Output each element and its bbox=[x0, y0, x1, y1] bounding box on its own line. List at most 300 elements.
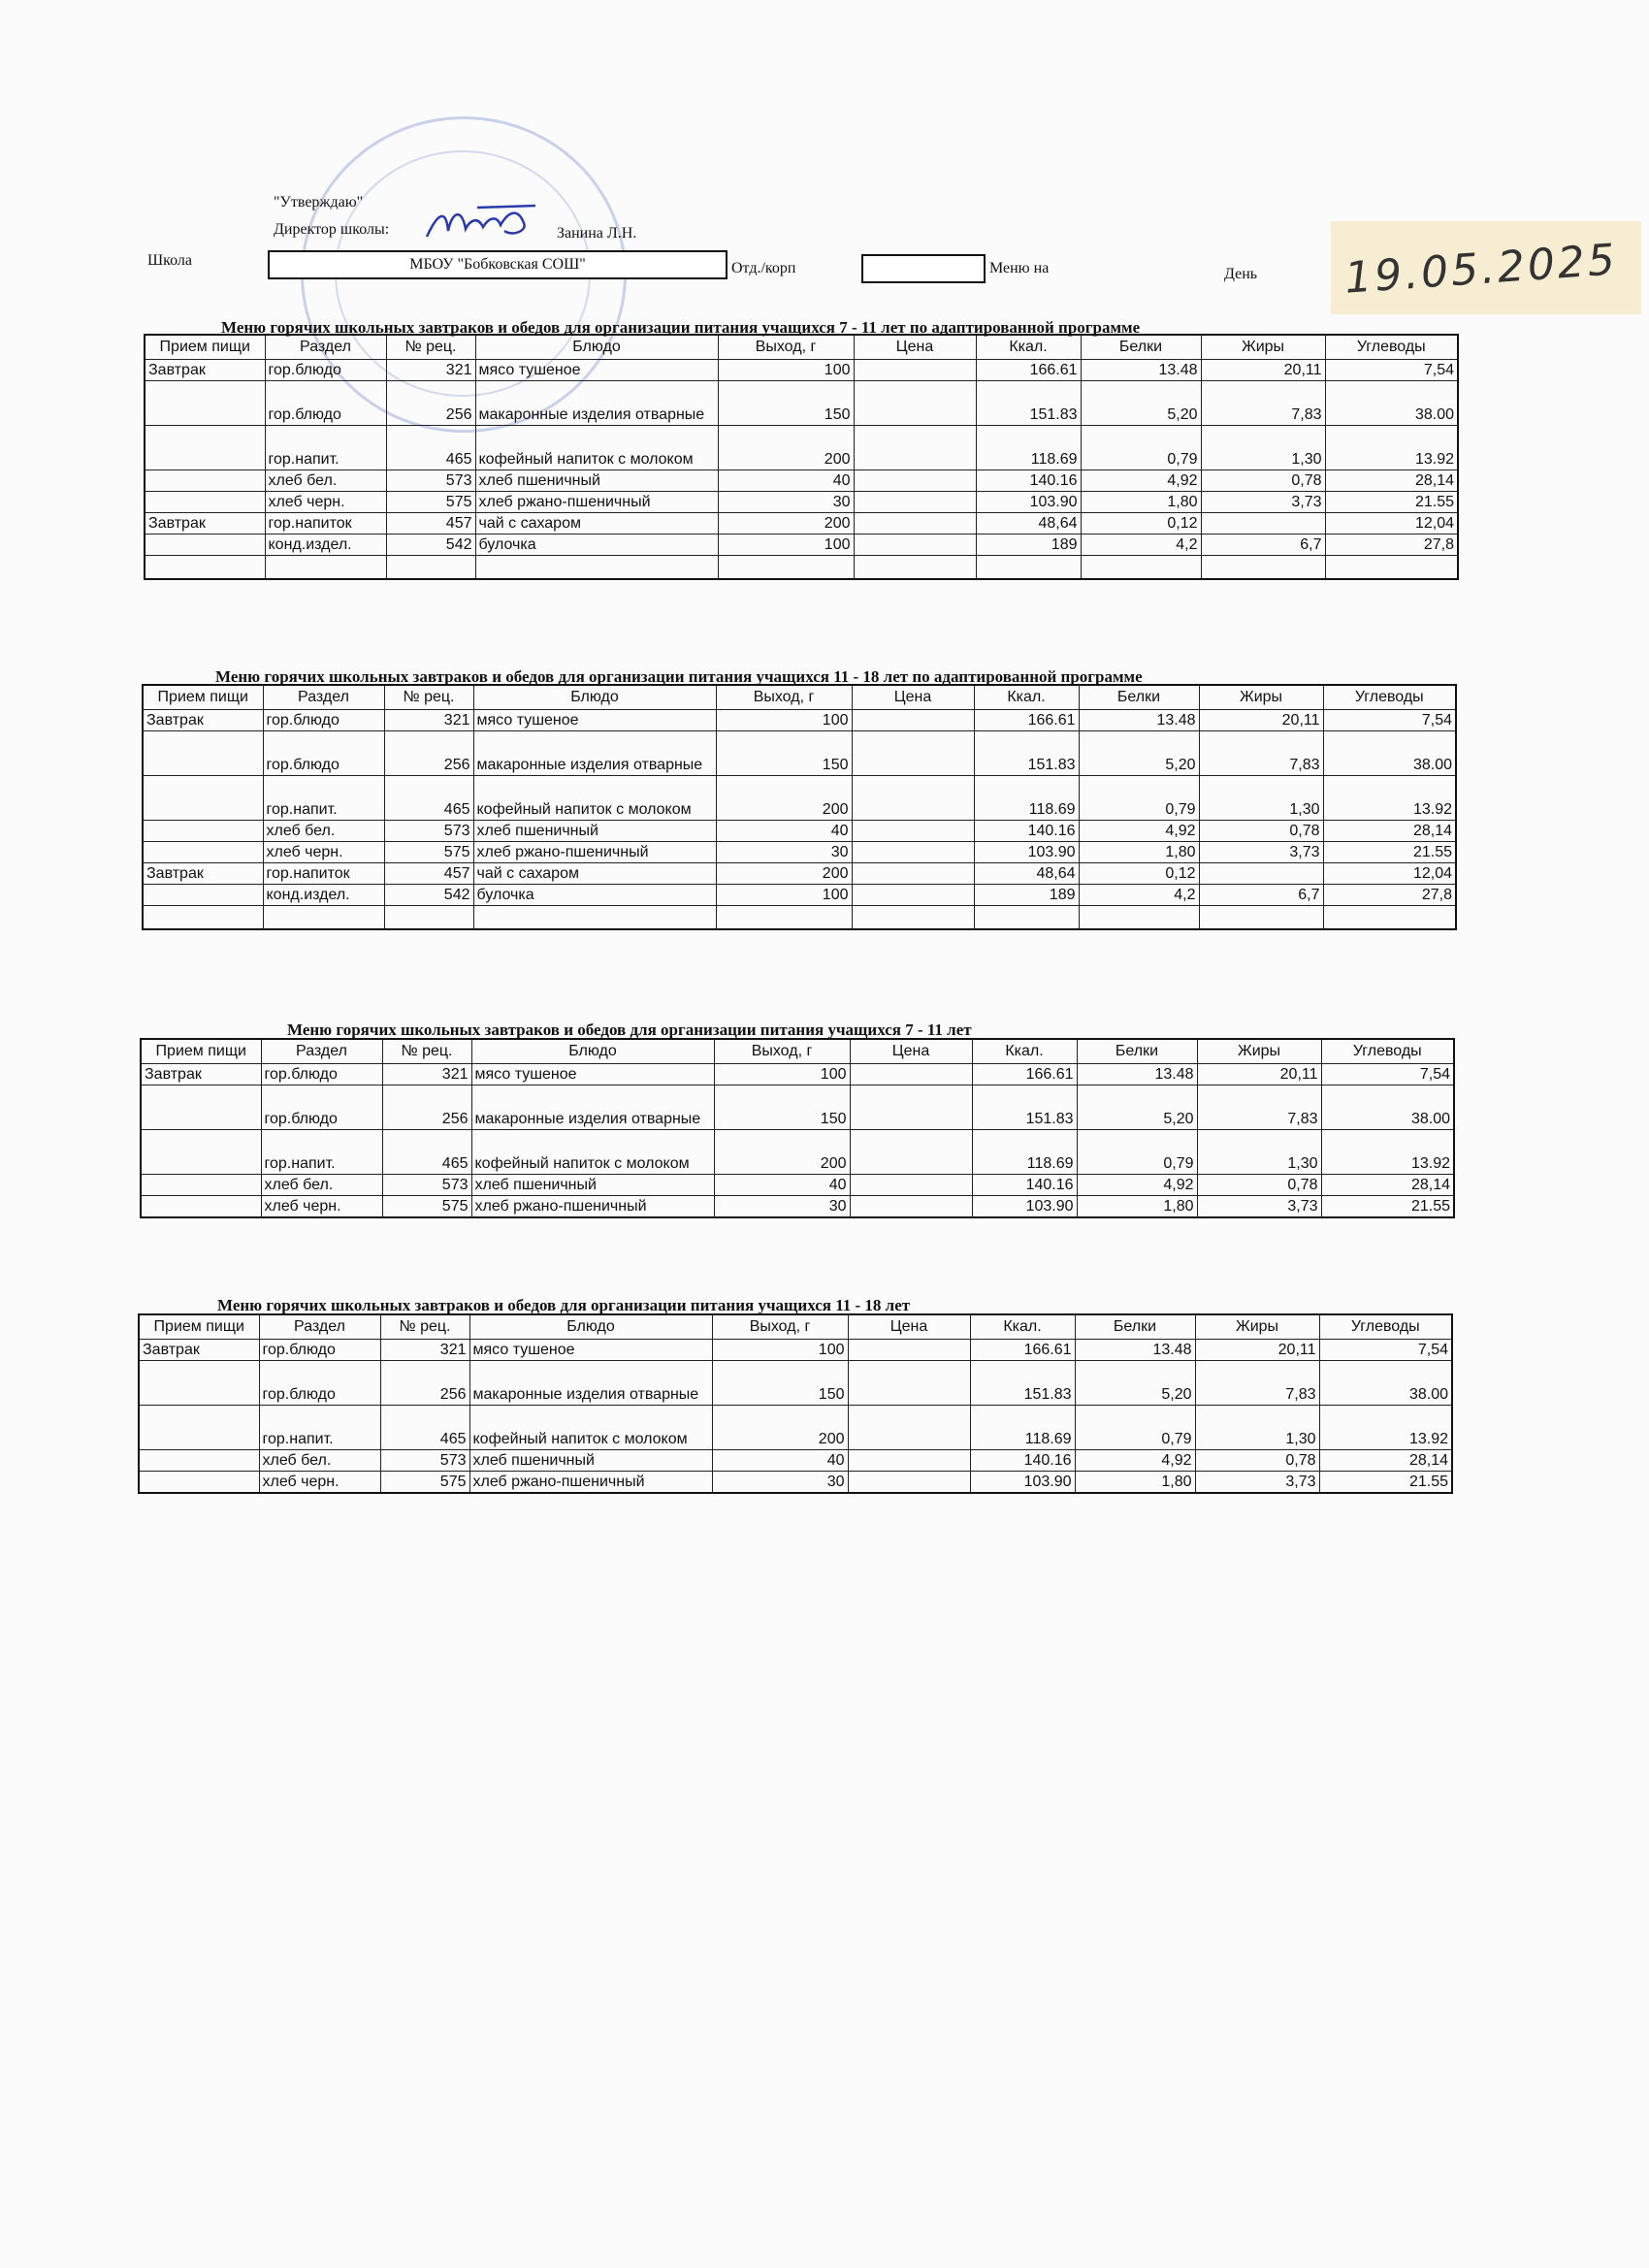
cell-meal: Завтрак bbox=[145, 360, 265, 381]
cell-meal bbox=[145, 492, 265, 513]
cell-kcal: 140.16 bbox=[970, 1450, 1075, 1472]
cell-recipe-no bbox=[386, 556, 475, 579]
cell-section bbox=[263, 906, 384, 929]
header-fat: Жиры bbox=[1195, 1314, 1319, 1340]
cell-price bbox=[852, 863, 974, 885]
cell-protein: 13.48 bbox=[1077, 1064, 1197, 1085]
cell-fat: 0,78 bbox=[1201, 470, 1325, 492]
cell-meal: Завтрак bbox=[141, 1064, 261, 1085]
cell-carbs: 13.92 bbox=[1325, 426, 1458, 470]
cell-section: хлеб бел. bbox=[263, 821, 384, 842]
cell-protein: 4,2 bbox=[1079, 885, 1199, 906]
cell-recipe-no: 573 bbox=[384, 821, 473, 842]
cell-price bbox=[848, 1472, 970, 1493]
cell-price bbox=[850, 1085, 972, 1130]
cell-yield: 200 bbox=[718, 426, 854, 470]
cell-meal bbox=[139, 1361, 259, 1406]
cell-price bbox=[854, 360, 976, 381]
cell-kcal: 189 bbox=[976, 535, 1081, 556]
cell-section: хлеб бел. bbox=[265, 470, 386, 492]
cell-yield: 40 bbox=[712, 1450, 848, 1472]
cell-kcal bbox=[976, 556, 1081, 579]
table-row bbox=[139, 1450, 1452, 1472]
cell-fat: 7,83 bbox=[1195, 1361, 1319, 1406]
cell-dish: макаронные изделия отварные bbox=[473, 731, 716, 776]
cell-section: конд.издел. bbox=[265, 535, 386, 556]
table-row bbox=[143, 842, 1456, 863]
table-row bbox=[145, 381, 1458, 426]
cell-carbs: 13.92 bbox=[1319, 1406, 1452, 1450]
cell-section: гор.напит. bbox=[265, 426, 386, 470]
cell-protein: 5,20 bbox=[1079, 731, 1199, 776]
cell-kcal: 140.16 bbox=[972, 1175, 1077, 1196]
cell-meal bbox=[145, 535, 265, 556]
cell-carbs: 21.55 bbox=[1319, 1472, 1452, 1493]
header-meal: Прием пищи bbox=[145, 335, 265, 360]
cell-carbs bbox=[1323, 906, 1456, 929]
cell-carbs: 7,54 bbox=[1323, 710, 1456, 731]
cell-protein: 4,92 bbox=[1077, 1175, 1197, 1196]
cell-price bbox=[852, 710, 974, 731]
cell-protein: 1,80 bbox=[1075, 1472, 1195, 1493]
cell-yield: 100 bbox=[716, 710, 852, 731]
header-protein: Белки bbox=[1075, 1314, 1195, 1340]
day-label: День bbox=[1224, 266, 1258, 282]
cell-kcal: 140.16 bbox=[976, 470, 1081, 492]
cell-fat: 7,83 bbox=[1199, 731, 1323, 776]
cell-carbs: 27,8 bbox=[1323, 885, 1456, 906]
cell-protein: 4,2 bbox=[1081, 535, 1201, 556]
cell-dish: мясо тушеное bbox=[475, 360, 718, 381]
cell-recipe-no: 256 bbox=[382, 1085, 471, 1130]
header-kcal: Ккал. bbox=[970, 1314, 1075, 1340]
cell-dish: хлеб ржано-пшеничный bbox=[473, 842, 716, 863]
cell-carbs: 12,04 bbox=[1325, 513, 1458, 535]
cell-yield: 30 bbox=[716, 842, 852, 863]
cell-dish bbox=[473, 906, 716, 929]
cell-yield: 30 bbox=[714, 1196, 850, 1217]
header-yield: Выход, г bbox=[712, 1314, 848, 1340]
school-name-box bbox=[268, 250, 728, 279]
cell-fat bbox=[1201, 513, 1325, 535]
menu-table-1 bbox=[144, 334, 1459, 580]
cell-protein: 1,80 bbox=[1081, 492, 1201, 513]
table-row bbox=[141, 1175, 1454, 1196]
cell-fat: 1,30 bbox=[1199, 776, 1323, 821]
cell-recipe-no: 457 bbox=[386, 513, 475, 535]
cell-yield: 200 bbox=[712, 1406, 848, 1450]
cell-yield: 30 bbox=[718, 492, 854, 513]
school-name: МБОУ "Бобковская СОШ" bbox=[409, 256, 586, 273]
table-row bbox=[145, 535, 1458, 556]
cell-protein bbox=[1081, 556, 1201, 579]
cell-kcal: 166.61 bbox=[970, 1340, 1075, 1361]
cell-section: гор.блюдо bbox=[259, 1361, 380, 1406]
cell-dish: макаронные изделия отварные bbox=[475, 381, 718, 426]
header-yield: Выход, г bbox=[716, 685, 852, 710]
cell-fat: 1,30 bbox=[1195, 1406, 1319, 1450]
header-meal: Прием пищи bbox=[141, 1039, 261, 1064]
header-section: Раздел bbox=[261, 1039, 382, 1064]
table-row bbox=[145, 556, 1458, 579]
cell-recipe-no: 321 bbox=[386, 360, 475, 381]
header-recipe-no: № рец. bbox=[380, 1314, 469, 1340]
menu-table-3 bbox=[140, 1038, 1455, 1218]
cell-dish: макаронные изделия отварные bbox=[471, 1085, 714, 1130]
cell-section: гор.напит. bbox=[259, 1406, 380, 1450]
cell-protein: 0,79 bbox=[1077, 1130, 1197, 1175]
table-1-title: Меню горячих школьных завтраков и обедов для организации питания учащихся 7 - 11 лет по адаптированной программе bbox=[221, 318, 1141, 337]
dept-label: Отд./корп bbox=[731, 260, 796, 276]
cell-meal: Завтрак bbox=[139, 1340, 259, 1361]
cell-meal bbox=[143, 885, 263, 906]
cell-protein: 0,79 bbox=[1075, 1406, 1195, 1450]
cell-meal: Завтрак bbox=[143, 863, 263, 885]
cell-fat: 3,73 bbox=[1197, 1196, 1321, 1217]
cell-meal bbox=[139, 1406, 259, 1450]
cell-protein: 1,80 bbox=[1077, 1196, 1197, 1217]
cell-meal bbox=[141, 1085, 261, 1130]
cell-protein: 0,79 bbox=[1079, 776, 1199, 821]
table-row bbox=[139, 1472, 1452, 1493]
cell-yield: 200 bbox=[718, 513, 854, 535]
cell-carbs: 12,04 bbox=[1323, 863, 1456, 885]
header-recipe-no: № рец. bbox=[382, 1039, 471, 1064]
header-kcal: Ккал. bbox=[974, 685, 1079, 710]
cell-fat: 3,73 bbox=[1195, 1472, 1319, 1493]
cell-yield: 150 bbox=[716, 731, 852, 776]
cell-section: хлеб бел. bbox=[259, 1450, 380, 1472]
cell-dish: макаронные изделия отварные bbox=[469, 1361, 712, 1406]
cell-kcal: 118.69 bbox=[972, 1130, 1077, 1175]
cell-section: конд.издел. bbox=[263, 885, 384, 906]
cell-price bbox=[854, 426, 976, 470]
cell-protein: 13.48 bbox=[1081, 360, 1201, 381]
cell-kcal: 151.83 bbox=[970, 1361, 1075, 1406]
menu-table-4 bbox=[138, 1313, 1453, 1494]
cell-fat: 3,73 bbox=[1201, 492, 1325, 513]
cell-dish: хлеб пшеничный bbox=[471, 1175, 714, 1196]
cell-recipe-no: 465 bbox=[386, 426, 475, 470]
cell-recipe-no: 457 bbox=[384, 863, 473, 885]
cell-recipe-no: 575 bbox=[380, 1472, 469, 1493]
cell-protein: 13.48 bbox=[1075, 1340, 1195, 1361]
cell-carbs: 13.92 bbox=[1323, 776, 1456, 821]
cell-recipe-no: 256 bbox=[384, 731, 473, 776]
cell-fat: 7,83 bbox=[1201, 381, 1325, 426]
cell-meal bbox=[139, 1472, 259, 1493]
cell-section: гор.блюдо bbox=[261, 1085, 382, 1130]
cell-price bbox=[854, 556, 976, 579]
header-meal: Прием пищи bbox=[143, 685, 263, 710]
cell-kcal: 140.16 bbox=[974, 821, 1079, 842]
cell-dish: кофейный напиток с молоком bbox=[469, 1406, 712, 1450]
cell-section: гор.блюдо bbox=[265, 381, 386, 426]
header-price: Цена bbox=[854, 335, 976, 360]
cell-fat bbox=[1199, 906, 1323, 929]
approve-label: "Утверждаю" bbox=[274, 194, 364, 211]
cell-price bbox=[852, 842, 974, 863]
cell-protein: 5,20 bbox=[1077, 1085, 1197, 1130]
cell-carbs: 38.00 bbox=[1325, 381, 1458, 426]
cell-meal bbox=[143, 731, 263, 776]
cell-carbs: 21.55 bbox=[1325, 492, 1458, 513]
cell-yield bbox=[718, 556, 854, 579]
header-dish: Блюдо bbox=[473, 685, 716, 710]
cell-section: гор.напиток bbox=[265, 513, 386, 535]
table-row bbox=[141, 1085, 1454, 1130]
cell-recipe-no: 465 bbox=[382, 1130, 471, 1175]
cell-dish: хлеб пшеничный bbox=[473, 821, 716, 842]
menu-label: Меню на bbox=[989, 260, 1050, 276]
cell-recipe-no: 575 bbox=[382, 1196, 471, 1217]
cell-price bbox=[850, 1130, 972, 1175]
cell-protein: 0,12 bbox=[1079, 863, 1199, 885]
cell-price bbox=[848, 1406, 970, 1450]
cell-yield: 200 bbox=[716, 863, 852, 885]
cell-section: гор.блюдо bbox=[263, 710, 384, 731]
cell-price bbox=[854, 492, 976, 513]
header-section: Раздел bbox=[263, 685, 384, 710]
cell-dish: хлеб пшеничный bbox=[469, 1450, 712, 1472]
cell-recipe-no: 573 bbox=[380, 1450, 469, 1472]
header-kcal: Ккал. bbox=[976, 335, 1081, 360]
table-row bbox=[141, 1064, 1454, 1085]
table-header-row bbox=[143, 685, 1456, 710]
cell-meal bbox=[143, 821, 263, 842]
cell-dish bbox=[475, 556, 718, 579]
cell-fat bbox=[1199, 863, 1323, 885]
cell-carbs: 7,54 bbox=[1321, 1064, 1454, 1085]
cell-price bbox=[848, 1361, 970, 1406]
menu-table-2 bbox=[142, 684, 1457, 930]
cell-kcal: 166.61 bbox=[976, 360, 1081, 381]
handwritten-date: 19.05.2025 bbox=[1342, 235, 1620, 304]
cell-meal bbox=[145, 470, 265, 492]
cell-protein: 0,12 bbox=[1081, 513, 1201, 535]
cell-dish: кофейный напиток с молоком bbox=[475, 426, 718, 470]
header-dish: Блюдо bbox=[469, 1314, 712, 1340]
cell-dish: хлеб пшеничный bbox=[475, 470, 718, 492]
header-price: Цена bbox=[852, 685, 974, 710]
cell-fat: 0,78 bbox=[1195, 1450, 1319, 1472]
cell-price bbox=[848, 1340, 970, 1361]
cell-price bbox=[854, 513, 976, 535]
cell-yield: 100 bbox=[714, 1064, 850, 1085]
cell-carbs: 21.55 bbox=[1321, 1196, 1454, 1217]
header-recipe-no: № рец. bbox=[384, 685, 473, 710]
table-row bbox=[145, 492, 1458, 513]
cell-recipe-no: 465 bbox=[380, 1406, 469, 1450]
cell-price bbox=[850, 1175, 972, 1196]
cell-yield: 200 bbox=[716, 776, 852, 821]
cell-dish: хлеб ржано-пшеничный bbox=[475, 492, 718, 513]
cell-recipe-no: 256 bbox=[380, 1361, 469, 1406]
table-row bbox=[143, 863, 1456, 885]
cell-price bbox=[850, 1196, 972, 1217]
cell-protein: 13.48 bbox=[1079, 710, 1199, 731]
cell-fat: 1,30 bbox=[1201, 426, 1325, 470]
cell-protein: 4,92 bbox=[1079, 821, 1199, 842]
cell-yield: 200 bbox=[714, 1130, 850, 1175]
cell-kcal: 189 bbox=[974, 885, 1079, 906]
cell-yield: 30 bbox=[712, 1472, 848, 1493]
header-fat: Жиры bbox=[1197, 1039, 1321, 1064]
header-yield: Выход, г bbox=[714, 1039, 850, 1064]
cell-dish: булочка bbox=[473, 885, 716, 906]
cell-protein: 1,80 bbox=[1079, 842, 1199, 863]
header-carbs: Углеводы bbox=[1319, 1314, 1452, 1340]
cell-recipe-no: 573 bbox=[382, 1175, 471, 1196]
cell-carbs: 13.92 bbox=[1321, 1130, 1454, 1175]
cell-dish: чай с сахаром bbox=[475, 513, 718, 535]
header-protein: Белки bbox=[1079, 685, 1199, 710]
cell-carbs: 38.00 bbox=[1323, 731, 1456, 776]
cell-section: гор.напиток bbox=[263, 863, 384, 885]
cell-carbs: 38.00 bbox=[1319, 1361, 1452, 1406]
cell-dish: кофейный напиток с молоком bbox=[471, 1130, 714, 1175]
table-row bbox=[145, 426, 1458, 470]
cell-yield: 40 bbox=[718, 470, 854, 492]
cell-fat: 0,78 bbox=[1197, 1175, 1321, 1196]
cell-yield: 40 bbox=[716, 821, 852, 842]
cell-section: хлеб черн. bbox=[259, 1472, 380, 1493]
cell-protein bbox=[1079, 906, 1199, 929]
cell-section: хлеб бел. bbox=[261, 1175, 382, 1196]
cell-meal bbox=[143, 842, 263, 863]
header-dish: Блюдо bbox=[475, 335, 718, 360]
cell-recipe-no: 575 bbox=[386, 492, 475, 513]
table-row bbox=[143, 885, 1456, 906]
director-name: Занина Л.Н. bbox=[557, 225, 637, 242]
cell-recipe-no: 321 bbox=[382, 1064, 471, 1085]
cell-dish: чай с сахаром bbox=[473, 863, 716, 885]
cell-price bbox=[854, 381, 976, 426]
table-row bbox=[139, 1361, 1452, 1406]
cell-carbs: 28,14 bbox=[1325, 470, 1458, 492]
director-signature bbox=[419, 202, 565, 243]
cell-meal bbox=[145, 381, 265, 426]
cell-kcal: 118.69 bbox=[974, 776, 1079, 821]
dept-box bbox=[861, 254, 986, 283]
cell-fat: 6,7 bbox=[1201, 535, 1325, 556]
cell-fat: 1,30 bbox=[1197, 1130, 1321, 1175]
cell-meal: Завтрак bbox=[145, 513, 265, 535]
header-price: Цена bbox=[848, 1314, 970, 1340]
cell-section: хлеб черн. bbox=[263, 842, 384, 863]
header-protein: Белки bbox=[1077, 1039, 1197, 1064]
header-meal: Прием пищи bbox=[139, 1314, 259, 1340]
table-header-row bbox=[145, 335, 1458, 360]
cell-dish: мясо тушеное bbox=[473, 710, 716, 731]
cell-kcal: 151.83 bbox=[974, 731, 1079, 776]
cell-protein: 4,92 bbox=[1081, 470, 1201, 492]
header-recipe-no: № рец. bbox=[386, 335, 475, 360]
cell-recipe-no: 573 bbox=[386, 470, 475, 492]
header-protein: Белки bbox=[1081, 335, 1201, 360]
cell-yield: 100 bbox=[716, 885, 852, 906]
cell-section: хлеб черн. bbox=[261, 1196, 382, 1217]
cell-meal bbox=[141, 1175, 261, 1196]
cell-kcal bbox=[974, 906, 1079, 929]
cell-fat: 0,78 bbox=[1199, 821, 1323, 842]
cell-recipe-no: 256 bbox=[386, 381, 475, 426]
cell-recipe-no: 575 bbox=[384, 842, 473, 863]
header-price: Цена bbox=[850, 1039, 972, 1064]
cell-kcal: 151.83 bbox=[976, 381, 1081, 426]
cell-yield: 150 bbox=[718, 381, 854, 426]
cell-recipe-no: 321 bbox=[380, 1340, 469, 1361]
director-label: Директор школы: bbox=[274, 221, 390, 238]
cell-recipe-no: 465 bbox=[384, 776, 473, 821]
cell-meal bbox=[143, 776, 263, 821]
table-row bbox=[139, 1340, 1452, 1361]
cell-section: гор.блюдо bbox=[265, 360, 386, 381]
cell-fat: 20,11 bbox=[1197, 1064, 1321, 1085]
cell-section: гор.напит. bbox=[263, 776, 384, 821]
cell-yield: 100 bbox=[718, 535, 854, 556]
cell-kcal: 103.90 bbox=[972, 1196, 1077, 1217]
cell-yield bbox=[716, 906, 852, 929]
cell-meal bbox=[145, 556, 265, 579]
cell-carbs: 38.00 bbox=[1321, 1085, 1454, 1130]
cell-kcal: 103.90 bbox=[974, 842, 1079, 863]
cell-recipe-no bbox=[384, 906, 473, 929]
table-2-title: Меню горячих школьных завтраков и обедов для организации питания учащихся 11 - 18 лет по адаптированной программе bbox=[215, 667, 1143, 686]
cell-meal bbox=[143, 906, 263, 929]
cell-recipe-no: 542 bbox=[384, 885, 473, 906]
cell-meal bbox=[139, 1450, 259, 1472]
cell-meal: Завтрак bbox=[143, 710, 263, 731]
table-row bbox=[143, 776, 1456, 821]
header-fat: Жиры bbox=[1199, 685, 1323, 710]
cell-protein: 5,20 bbox=[1075, 1361, 1195, 1406]
cell-kcal: 48,64 bbox=[976, 513, 1081, 535]
header-dish: Блюдо bbox=[471, 1039, 714, 1064]
cell-section: гор.блюдо bbox=[259, 1340, 380, 1361]
header-kcal: Ккал. bbox=[972, 1039, 1077, 1064]
table-row bbox=[143, 906, 1456, 929]
cell-dish: мясо тушеное bbox=[469, 1340, 712, 1361]
header-section: Раздел bbox=[265, 335, 386, 360]
cell-yield: 40 bbox=[714, 1175, 850, 1196]
table-row bbox=[143, 710, 1456, 731]
cell-yield: 100 bbox=[712, 1340, 848, 1361]
cell-price bbox=[854, 535, 976, 556]
cell-carbs: 21.55 bbox=[1323, 842, 1456, 863]
cell-yield: 150 bbox=[714, 1085, 850, 1130]
cell-dish: хлеб ржано-пшеничный bbox=[469, 1472, 712, 1493]
cell-price bbox=[852, 776, 974, 821]
cell-meal bbox=[141, 1196, 261, 1217]
cell-fat bbox=[1201, 556, 1325, 579]
cell-recipe-no: 542 bbox=[386, 535, 475, 556]
table-row bbox=[143, 821, 1456, 842]
table-row bbox=[145, 360, 1458, 381]
cell-dish: мясо тушеное bbox=[471, 1064, 714, 1085]
school-label: Школа bbox=[147, 252, 192, 269]
cell-recipe-no: 321 bbox=[384, 710, 473, 731]
cell-fat: 3,73 bbox=[1199, 842, 1323, 863]
table-row bbox=[143, 731, 1456, 776]
table-3-title: Меню горячих школьных завтраков и обедов для организации питания учащихся 7 - 11 лет bbox=[287, 1021, 972, 1039]
header-yield: Выход, г bbox=[718, 335, 854, 360]
cell-kcal: 118.69 bbox=[976, 426, 1081, 470]
cell-price bbox=[848, 1450, 970, 1472]
cell-dish: кофейный напиток с молоком bbox=[473, 776, 716, 821]
cell-kcal: 103.90 bbox=[976, 492, 1081, 513]
cell-protein: 0,79 bbox=[1081, 426, 1201, 470]
